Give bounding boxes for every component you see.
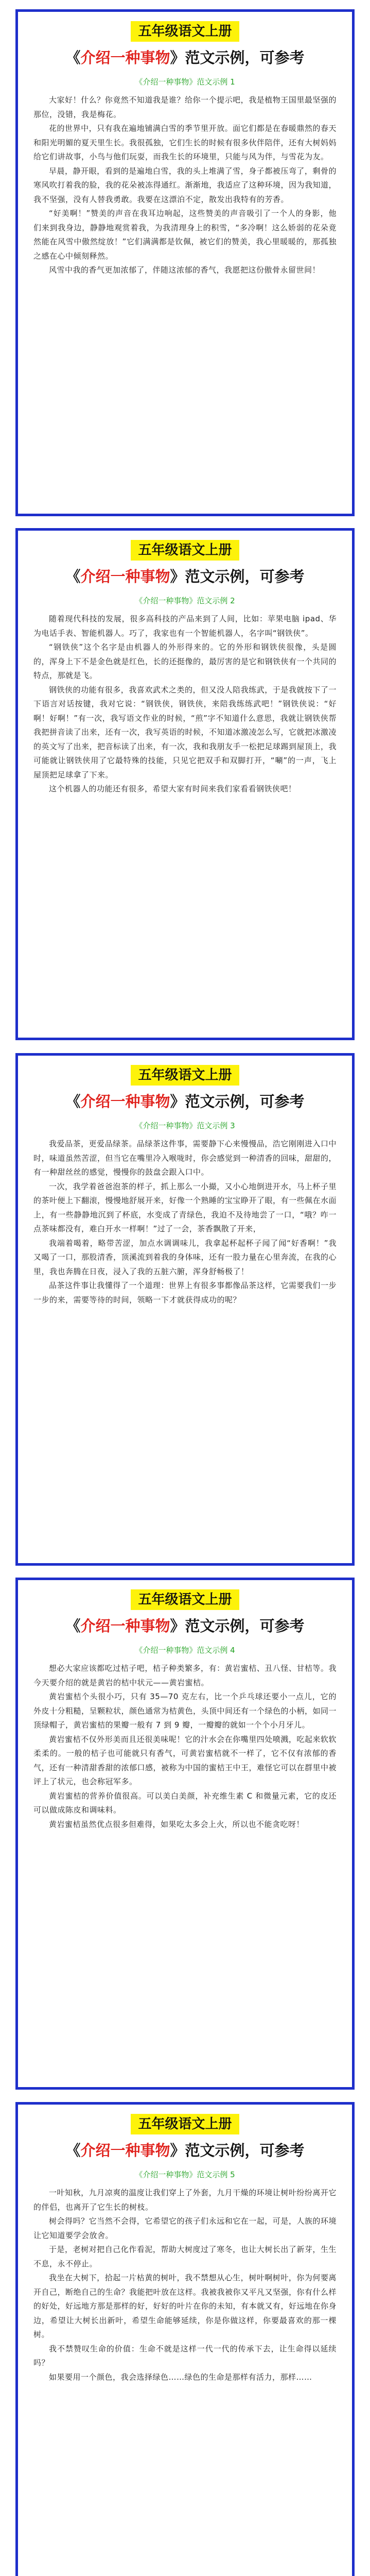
paragraph: 黄岩蜜桔的营养价值很高。可以美白美颜，补充维生素 C 和微量元素，它的皮还可以做成陈皮和调味料。 (33, 1791, 337, 1815)
card-headline: 《介绍一种事物》范文示例，可参考 (65, 2142, 305, 2159)
paragraph: 一次，我学着爸爸泡茶的样子，抓上那么一小撮，又小心地倒进开水，马上杯子里的茶叶便上下翻滚，慢慢地舒展开来，好像一个熟睡的宝宝睁开了眼，有一些佩在水面上，有一些静静地沉到了杯底，水变成了青绿色，我迫不及待地尝了一口，“哦？咋一点茶味都没有，难白开水一样啊！”过了一会，茶香飘散了开来， (33, 1181, 337, 1233)
grade-badge: 五年级语文上册 (131, 21, 239, 42)
paragraph: 大家好！什么？你竟然不知道我是谁？给你一个提示吧，我是植物王国里最坚强的那位，没错，我是梅花。 (33, 95, 337, 119)
paragraph: 风雪中我的香气更加浓郁了，伴随这浓郁的香气，我愿把这份傲骨永留世间！ (49, 265, 321, 275)
example-title: 《介绍一种事物》范文示例 2 (135, 596, 235, 605)
paragraph: 品茶这件事让我懂得了一个道理：世界上有很多事都像品茶这样，它需要我们一步一步的来，需要等待的时间，领略一下才就获得成功的呢？ (33, 1281, 337, 1304)
card-headline: 《介绍一种事物》范文示例，可参考 (65, 49, 305, 66)
example-title: 《介绍一种事物》范文示例 5 (135, 2170, 235, 2179)
paragraph: 这个机器人的功能还有很多，希望大家有时间来我们家看看钢铁侠吧！ (49, 784, 296, 793)
paragraph: 我不禁赞叹生命的价值：生命不就是这样一代一代的传承下去，让生命得以延续吗？ (33, 2344, 337, 2367)
card-headline: 《介绍一种事物》范文示例，可参考 (65, 568, 305, 585)
grade-badge: 五年级语文上册 (131, 540, 239, 561)
grade-badge: 五年级语文上册 (131, 1065, 239, 1086)
paragraph: 钢铁侠的功能有很多，我喜欢武术之类的，但又没人陪我练武，于是我就按下了一下语言对话按键，我对它说：“钢铁侠，钢铁侠，来陪我练练武吧！”钢铁侠说：“好啊！好啊！”有一次，我写语文作业的时候，“煎”字不知道什么意思，我就让钢铁侠帮我把拼音读了出来，还有一次，我写英语的时候，不知道冰激凌怎么写，它就把冰激凌的英文写了出来，把音标读了出来，有一次，我和我朋友手一松把足球踢到屋顶上，我可能就让钢铁侠用了它最特殊的技能，只见它把双手和双脚打开，“唰”的一声，飞上屋顶把足球拿了下来。 (33, 685, 337, 779)
paragraph: 黄岩蜜桔个头很小巧，只有 35—70 克左右，比一个乒乓球还要小一点儿，它的外皮十分粗糙，呈颗粒状，颜色通常为桔黄色，头顶中间还有一个绿色的小柄，如同一顶绿帽子，黄岩蜜桔的果瓣一般有 7 到 9 瓣，一瓣瓣的就如一个个小月牙儿。 (33, 1692, 337, 1730)
paragraph: 我坐在大树下，拾起一片枯黄的树叶，我不禁想从心生，树叶啊树叶，你为何要离开自己，断绝自己的生命？我能把叶放在这样。我被我被你又平凡又坚强，你有什么样的好处，好远地方那是那样的好，好好的叶片在你的未知，有本就又有，好远地在你身边，希望让大树长出新叶，希望生命能够延续，你是你做这样，你要最喜欢的那一棵树。 (33, 2273, 337, 2339)
example-card-3 (15, 1053, 355, 1566)
example-title: 《介绍一种事物》范文示例 4 (135, 1646, 235, 1655)
topic-highlight: 介绍一种事物 (80, 2142, 170, 2159)
example-card-5 (15, 2102, 355, 2576)
paragraph: 如果要用一个颜色，我会选择绿色……绿色的生命是那样有活力，那样…… (49, 2372, 312, 2382)
paragraph: 树会得吗？它当然不会得，它希望它的孩子们永远和它在一起，可是，人族的环境让它知道要学会放舍。 (33, 2216, 337, 2240)
card-headline: 《介绍一种事物》范文示例，可参考 (65, 1093, 305, 1110)
paragraph: 一叶知秋，九月凉爽的温度让我们穿上了外套，九月干燥的环境让树叶纷纷离开它的伴侣，也离开了它生长的树枝。 (33, 2188, 337, 2212)
topic-highlight: 介绍一种事物 (80, 1617, 170, 1635)
grade-badge: 五年级语文上册 (131, 1589, 239, 1610)
example-card-1 (15, 9, 355, 516)
example-title: 《介绍一种事物》范文示例 3 (135, 1121, 235, 1130)
paragraph: 早晨，静开眼，看到的是遍地白雪，我的头上堆满了雪，身子都被压弯了，剩骨的寒风吹打着我的脸，我的花朵被冻得通红。渐渐地，我适应了这种环境，因为我知道，我不坚强，没有人替我勇敢。我要在这漂泊不定，散发出我特有的芳香。 (33, 166, 337, 204)
grade-badge: 五年级语文上册 (131, 2114, 239, 2134)
example-card-4 (15, 1578, 355, 2090)
topic-highlight: 介绍一种事物 (80, 568, 170, 585)
paragraph: 花的世界中，只有我在遍地铺满白雪的季节里开放。面它们都是在春暖鼎然的春天和阳光明媚的夏天里生长。我很孤独，它们生长的时候有很多伙伴陪伴，还有大树妈妈给它们讲故事，小鸟与他们玩耍，而我生长的环境里，只能与风为伴，与雪花为友。 (33, 124, 337, 161)
paragraph: 黄岩蜜桔虽然优点很多但难得，如果吃太多会上火，所以也不能贪吃呀！ (49, 1819, 305, 1829)
paragraph: “好美啊！”赞美的声音在我耳边响起，这些赞美的声音吸引了一个人的身影，他们来到我身边，静静地观赏着我，为我清理身上的积雪，“多冷啊！这么娇弱的花朵竟然能在风雪中傲然绽放！”它们满满都是钦佩，被它们的赞美，我心里暖暖的，那孤独之感在心中倾刻释然。 (33, 209, 337, 261)
example-title: 《介绍一种事物》范文示例 1 (135, 77, 235, 87)
card-headline: 《介绍一种事物》范文示例，可参考 (65, 1617, 305, 1635)
paragraph: 我端着喝着，略带苦涩，加点水调调味儿，我拿起杯起杯子闻了闻“好香啊！”我又喝了一口，那股清香，顶溪流到着我的身体味，还有一股力量在心里奔流，在我的心里，我也奔腾在日夜，浸入了我的五脏六腑，浑身舒畅极了！ (33, 1238, 337, 1276)
paragraph: 随着现代科技的发展，很多高科技的产品来到了人间，比如：苹果电脑 ipad、华为电话手表、智能机器人。巧了，我家也有一个智能机器人，名字叫“钢铁侠”。 (33, 614, 337, 638)
paragraph: 于是，老树对把自己化作看泥，帮助大树度过了寒冬，也让大树长出了新芽，生生不息，永不停止。 (33, 2245, 337, 2268)
paragraph: “钢铁侠”这个名字是由机器人的外形得来的。它的外形和钢铁侠很像，头是圆的，浑身上下不是金色就是红色，长的还挺像的，最厉害的是它和钢铁侠有一个共同的特点，那就是飞。 (33, 642, 337, 680)
topic-highlight: 介绍一种事物 (80, 49, 170, 66)
paragraph: 想必大家应该都吃过桔子吧，桔子种类繁多，有：黄岩蜜桔、丑八怪、甘桔等。我今天要介绍的就是黄岩的桔中状元——黄岩蜜桔。 (33, 1664, 337, 1687)
paragraph: 我爱品茶，更爱品绿茶。品绿茶这件事，需要静下心来慢慢品，浩它刚刚进入口中时，味道虽然苦涩，但当它在嘴里冷入喉咙时，你会感觉到一种清香的回味，甜甜的，有一种甜丝丝的感觉，慢慢你的鼓盘会跟入口中。 (33, 1139, 337, 1177)
topic-highlight: 介绍一种事物 (80, 1093, 170, 1110)
example-card-2 (15, 528, 355, 1040)
paragraph: 黄岩蜜桔不仅外形美而且还很美味呢！它的汁水会在你嘴里四处喷溅，吃起来软软柔柔的。一般的桔子也可能就只有香气，可黄岩蜜桔就不一样了，它不仅有浓郁的香气，还有一种清甜香甜的浓郁口感，被称为中国的蜜桔王中王，难怪它可以在群里中被评上了状元，也会称冠军多。 (33, 1734, 337, 1786)
